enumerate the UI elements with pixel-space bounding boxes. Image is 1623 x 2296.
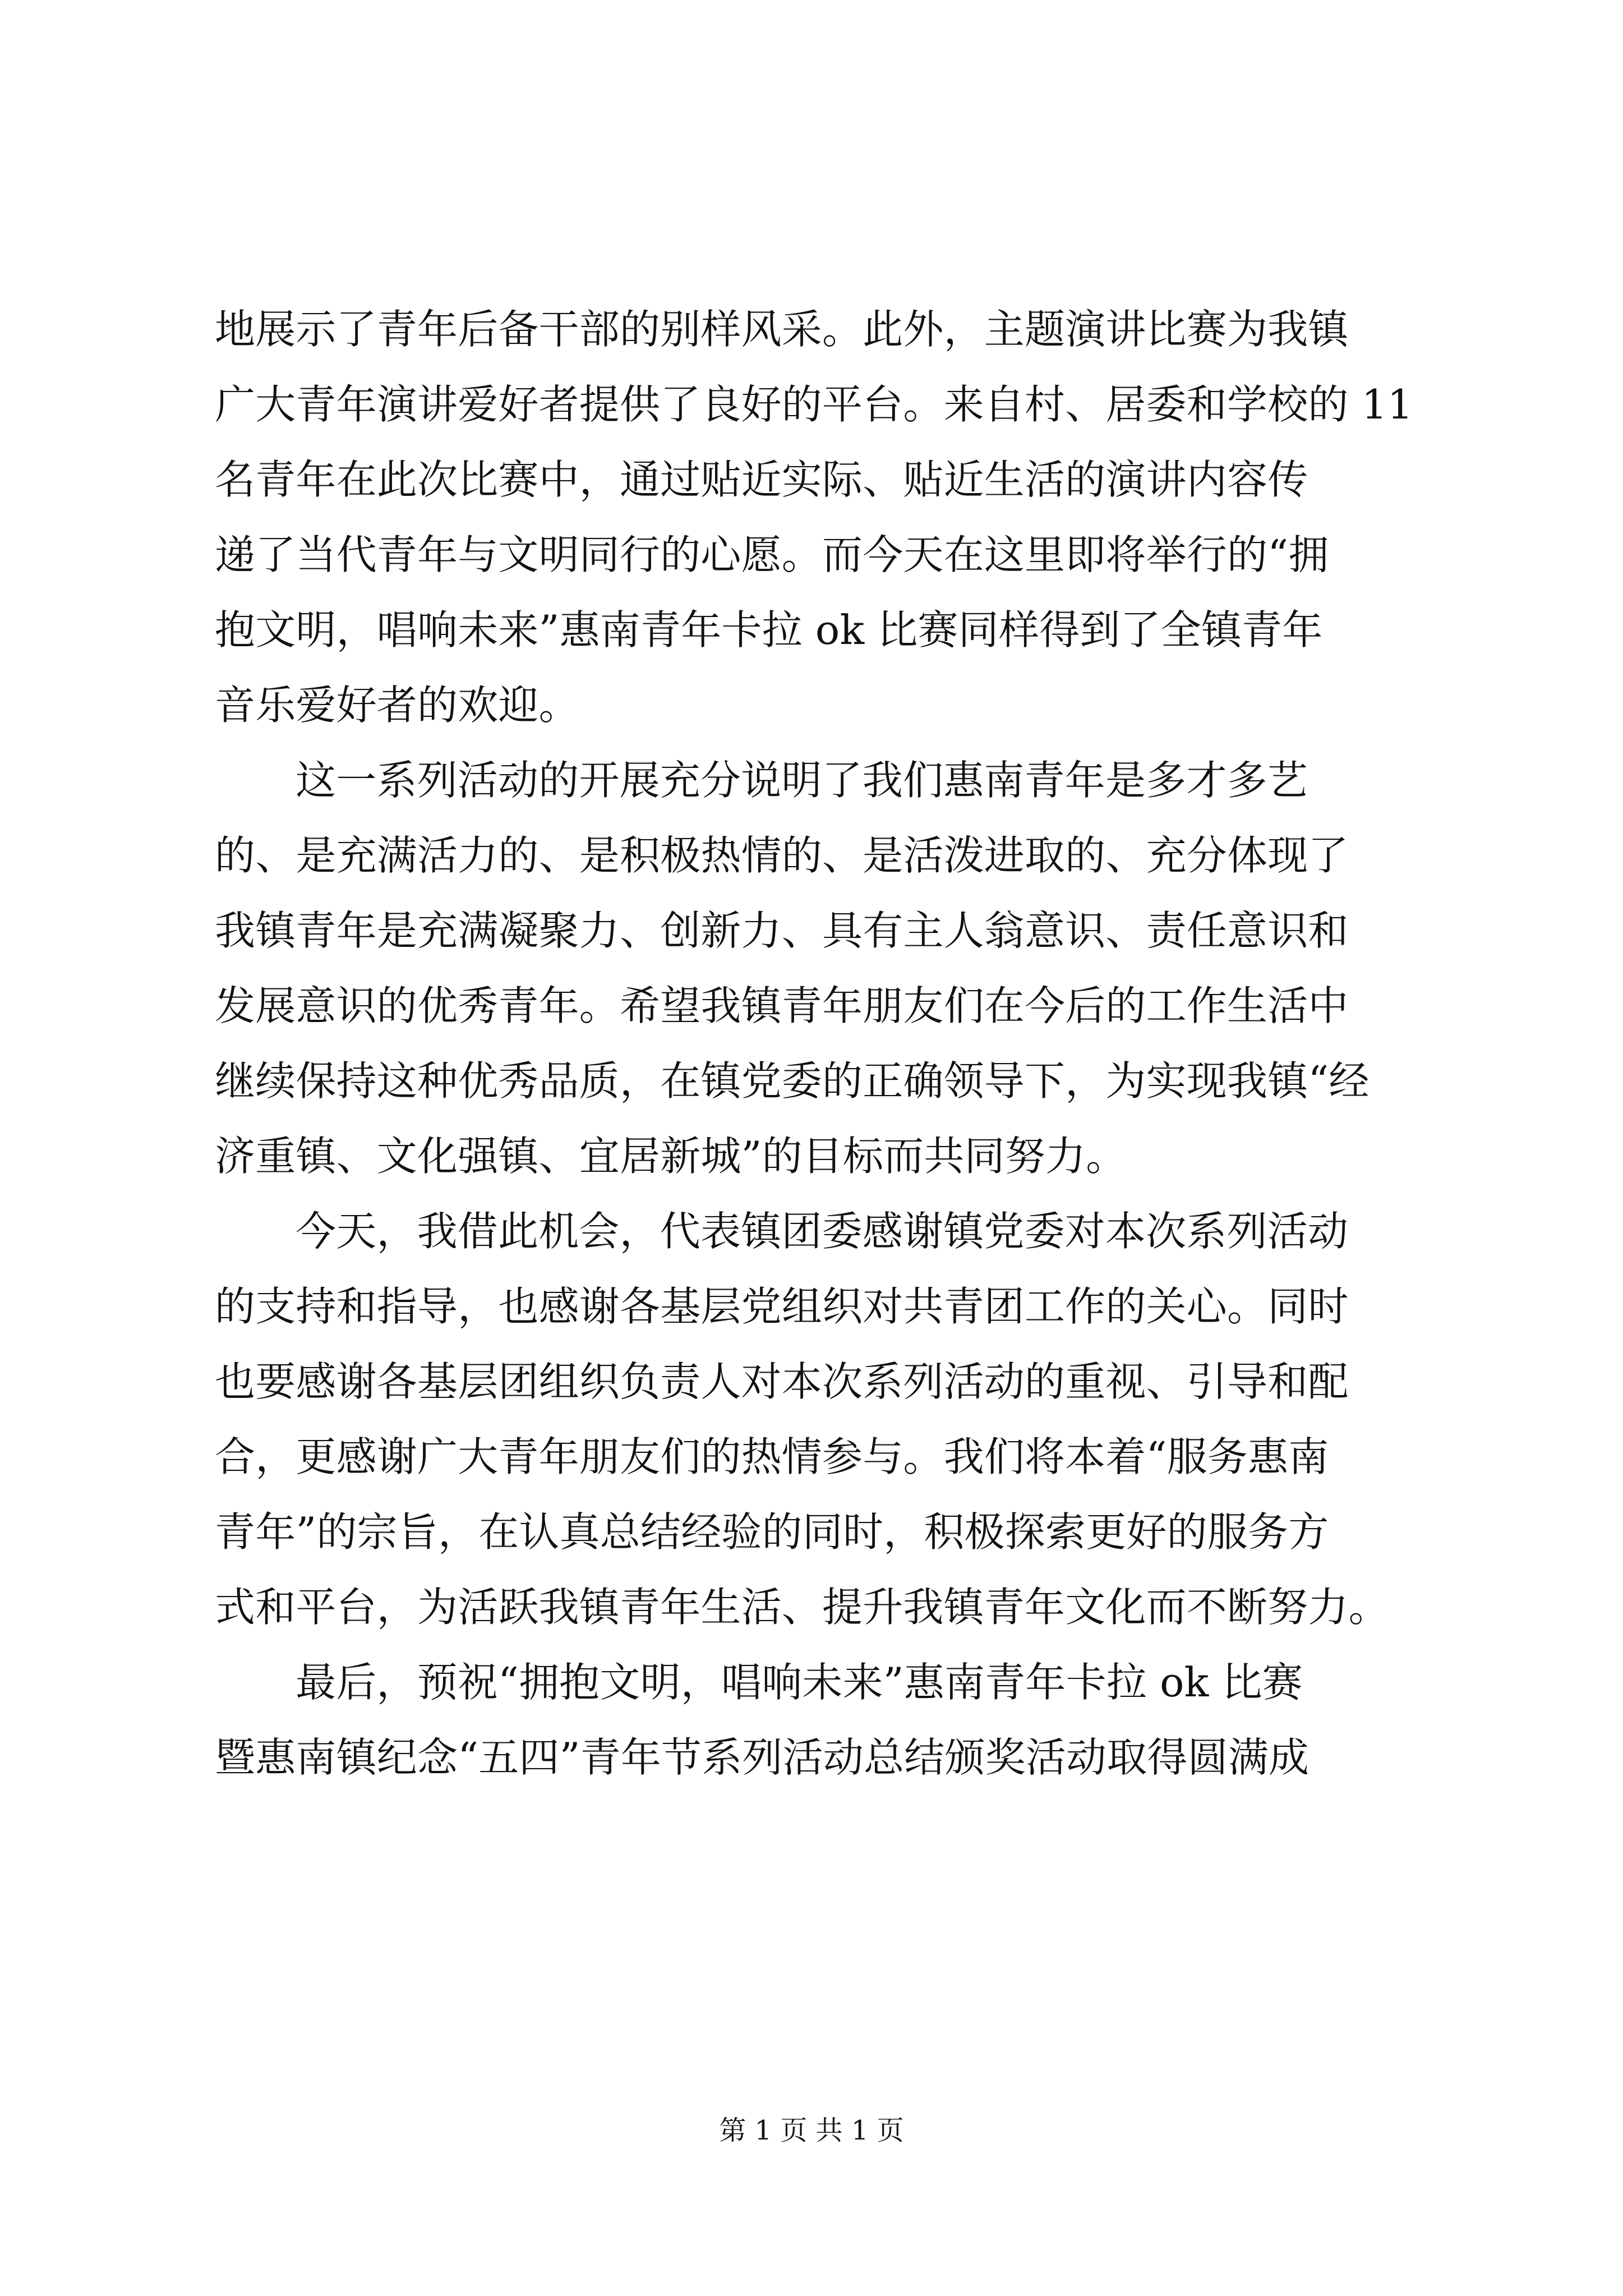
text-line: 最后，预祝“拥抱文明，唱响未来”惠南青年卡拉 ok 比赛 — [296, 1659, 1303, 1706]
text-line: 青年”的宗旨，在认真总结经验的同时，积极探索更好的服务方 — [215, 1508, 1329, 1556]
text-line: 抱文明，唱响未来”惠南青年卡拉 ok 比赛同样得到了全镇青年 — [215, 606, 1323, 654]
text-line: 继续保持这种优秀品质，在镇党委的正确领导下，为实现我镇“经 — [215, 1057, 1370, 1105]
document-body — [215, 292, 1415, 1795]
text-line: 递了当代青年与文明同行的心愿。而今天在这里即将举行的“拥 — [215, 531, 1329, 578]
text-line: 合，更感谢广大青年朋友们的热情参与。我们将本着“服务惠南 — [215, 1433, 1329, 1480]
text-line: 音乐爱好者的欢迎。 — [215, 682, 579, 729]
text-line: 也要感谢各基层团组织负责人对本次系列活动的重视、引导和配 — [215, 1358, 1349, 1405]
text-line: 地展示了青年后备干部的别样风采。此外，主题演讲比赛为我镇 — [215, 306, 1349, 353]
paragraph-4 — [215, 1645, 1415, 1795]
text-line: 名青年在此次比赛中，通过贴近实际、贴近生活的演讲内容传 — [215, 456, 1308, 503]
text-line: 广大青年演讲爱好者提供了良好的平台。来自村、居委和学校的 11 — [215, 381, 1413, 428]
page-footer: 第 1 页 共 1 页 — [719, 2115, 904, 2146]
text-line: 式和平台，为活跃我镇青年生活、提升我镇青年文化而不断努力。 — [215, 1584, 1389, 1631]
paragraph-1 — [215, 292, 1415, 743]
text-line: 济重镇、文化强镇、宜居新城”的目标而共同努力。 — [215, 1133, 1127, 1180]
paragraph-3 — [215, 1194, 1415, 1645]
text-line: 的、是充满活力的、是积极热情的、是活泼进取的、充分体现了 — [215, 832, 1349, 879]
text-line: 我镇青年是充满凝聚力、创新力、具有主人翁意识、责任意识和 — [215, 907, 1349, 954]
text-line: 这一系列活动的开展充分说明了我们惠南青年是多才多艺 — [296, 757, 1308, 804]
paragraph-2 — [215, 743, 1415, 1194]
text-line: 发展意识的优秀青年。希望我镇青年朋友们在今后的工作生活中 — [215, 982, 1349, 1029]
text-line: 暨惠南镇纪念“五四”青年节系列活动总结颁奖活动取得圆满成 — [215, 1734, 1310, 1781]
text-line: 的支持和指导，也感谢各基层党组织对共青团工作的关心。同时 — [215, 1283, 1349, 1330]
text-line: 今天，我借此机会，代表镇团委感谢镇党委对本次系列活动 — [296, 1208, 1349, 1255]
